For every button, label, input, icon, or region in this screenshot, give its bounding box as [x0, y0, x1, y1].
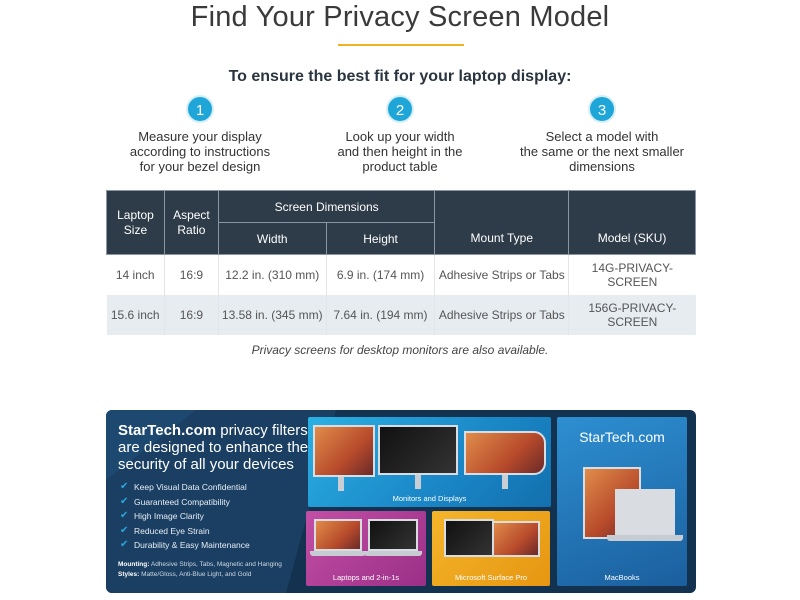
surface-image	[492, 521, 540, 557]
header-aspect-ratio: Aspect Ratio	[164, 191, 218, 255]
monitor-image	[464, 431, 546, 475]
laptop-image	[314, 519, 362, 551]
monitor-image	[313, 425, 375, 477]
desktop-monitors-note: Privacy screens for desktop monitors are also available.	[251, 343, 549, 357]
step-number-badge: 3	[588, 95, 616, 123]
cell-height: 7.64 in. (194 mm)	[326, 295, 435, 335]
mounting-styles-info: Mounting: Adhesive Strips, Tabs, Magnetic and Hanging Styles: Matte/Gloss, Anti-Blue Light, and Gold	[118, 561, 282, 578]
cell-sku: 14G-PRIVACY-SCREEN	[569, 255, 696, 295]
step-description: Measure your display according to instructions for your bezel design	[129, 129, 271, 174]
cell-width: 13.58 in. (345 mm)	[218, 295, 326, 335]
tile-laptops	[306, 511, 426, 586]
surface-image	[444, 519, 494, 557]
list-item: ✔ Durability & Easy Maintenance	[120, 538, 250, 553]
laptop-base	[364, 551, 422, 556]
banner-headline	[118, 422, 318, 473]
list-item: ✔ Reduced Eye Strain	[120, 524, 250, 539]
cell-ratio: 16:9	[164, 295, 218, 335]
table-row	[107, 295, 696, 335]
laptop-image	[368, 519, 418, 551]
monitor-image	[378, 425, 458, 475]
monitor-stand	[502, 475, 508, 489]
monitor-stand	[338, 477, 344, 491]
banner-headline-text: privacy filters are designed to enhance the security of all your devices	[118, 422, 309, 473]
tile-label: Monitors and Displays	[392, 494, 467, 503]
page-subtitle: To ensure the best fit for your laptop display:	[228, 68, 572, 85]
step-1	[100, 95, 300, 174]
step-number-badge: 2	[386, 95, 414, 123]
brand-name: StarTech.com	[118, 422, 217, 439]
header-mount-type: Mount Type	[435, 191, 569, 255]
promo-banner	[106, 410, 696, 593]
startech-logo: StarTech.com	[579, 429, 665, 445]
header-screen-dimensions: Screen Dimensions	[218, 191, 435, 223]
laptop-base	[607, 535, 683, 541]
checkmark-icon: ✔	[120, 510, 129, 521]
cell-width: 12.2 in. (310 mm)	[218, 255, 326, 295]
table-row	[107, 255, 696, 295]
cell-ratio: 16:9	[164, 255, 218, 295]
step-description: Select a model with the same or the next smaller dimensions	[519, 129, 685, 174]
cell-size: 15.6 inch	[107, 295, 165, 335]
page-title: Find Your Privacy Screen Model	[190, 1, 610, 33]
header-width: Width	[218, 223, 326, 255]
tile-label: Microsoft Surface Pro	[454, 573, 528, 582]
title-underline	[338, 44, 464, 46]
macbook-image	[615, 489, 675, 535]
tile-label: MacBooks	[604, 573, 640, 582]
list-item: ✔ Guaranteed Compatibility	[120, 495, 250, 510]
checkmark-icon: ✔	[120, 495, 129, 507]
laptop-base	[310, 551, 366, 556]
step-description: Look up your width and then height in the product table	[337, 129, 463, 174]
header-laptop-size: Laptop Size	[107, 191, 165, 255]
list-item: ✔ Keep Visual Data Confidential	[120, 480, 250, 495]
step-2	[300, 95, 500, 174]
monitor-stand	[415, 475, 421, 489]
feature-list	[120, 480, 250, 553]
list-item: ✔ High Image Clarity	[120, 509, 250, 524]
checkmark-icon: ✔	[120, 539, 129, 550]
product-size-table	[106, 190, 696, 335]
cell-height: 6.9 in. (174 mm)	[326, 255, 435, 295]
cell-sku: 156G-PRIVACY-SCREEN	[569, 295, 696, 335]
cell-size: 14 inch	[107, 255, 165, 295]
cell-mount: Adhesive Strips or Tabs	[435, 255, 569, 295]
checkmark-icon: ✔	[120, 524, 129, 536]
header-model-sku: Model (SKU)	[569, 191, 696, 255]
tile-surface	[432, 511, 550, 586]
step-3	[502, 95, 702, 174]
step-number-badge: 1	[186, 95, 214, 123]
tile-macbooks	[557, 417, 687, 586]
header-height: Height	[326, 223, 435, 255]
checkmark-icon: ✔	[120, 481, 129, 492]
tile-label: Laptops and 2-in-1s	[332, 573, 400, 582]
cell-mount: Adhesive Strips or Tabs	[435, 295, 569, 335]
tile-monitors	[308, 417, 551, 507]
